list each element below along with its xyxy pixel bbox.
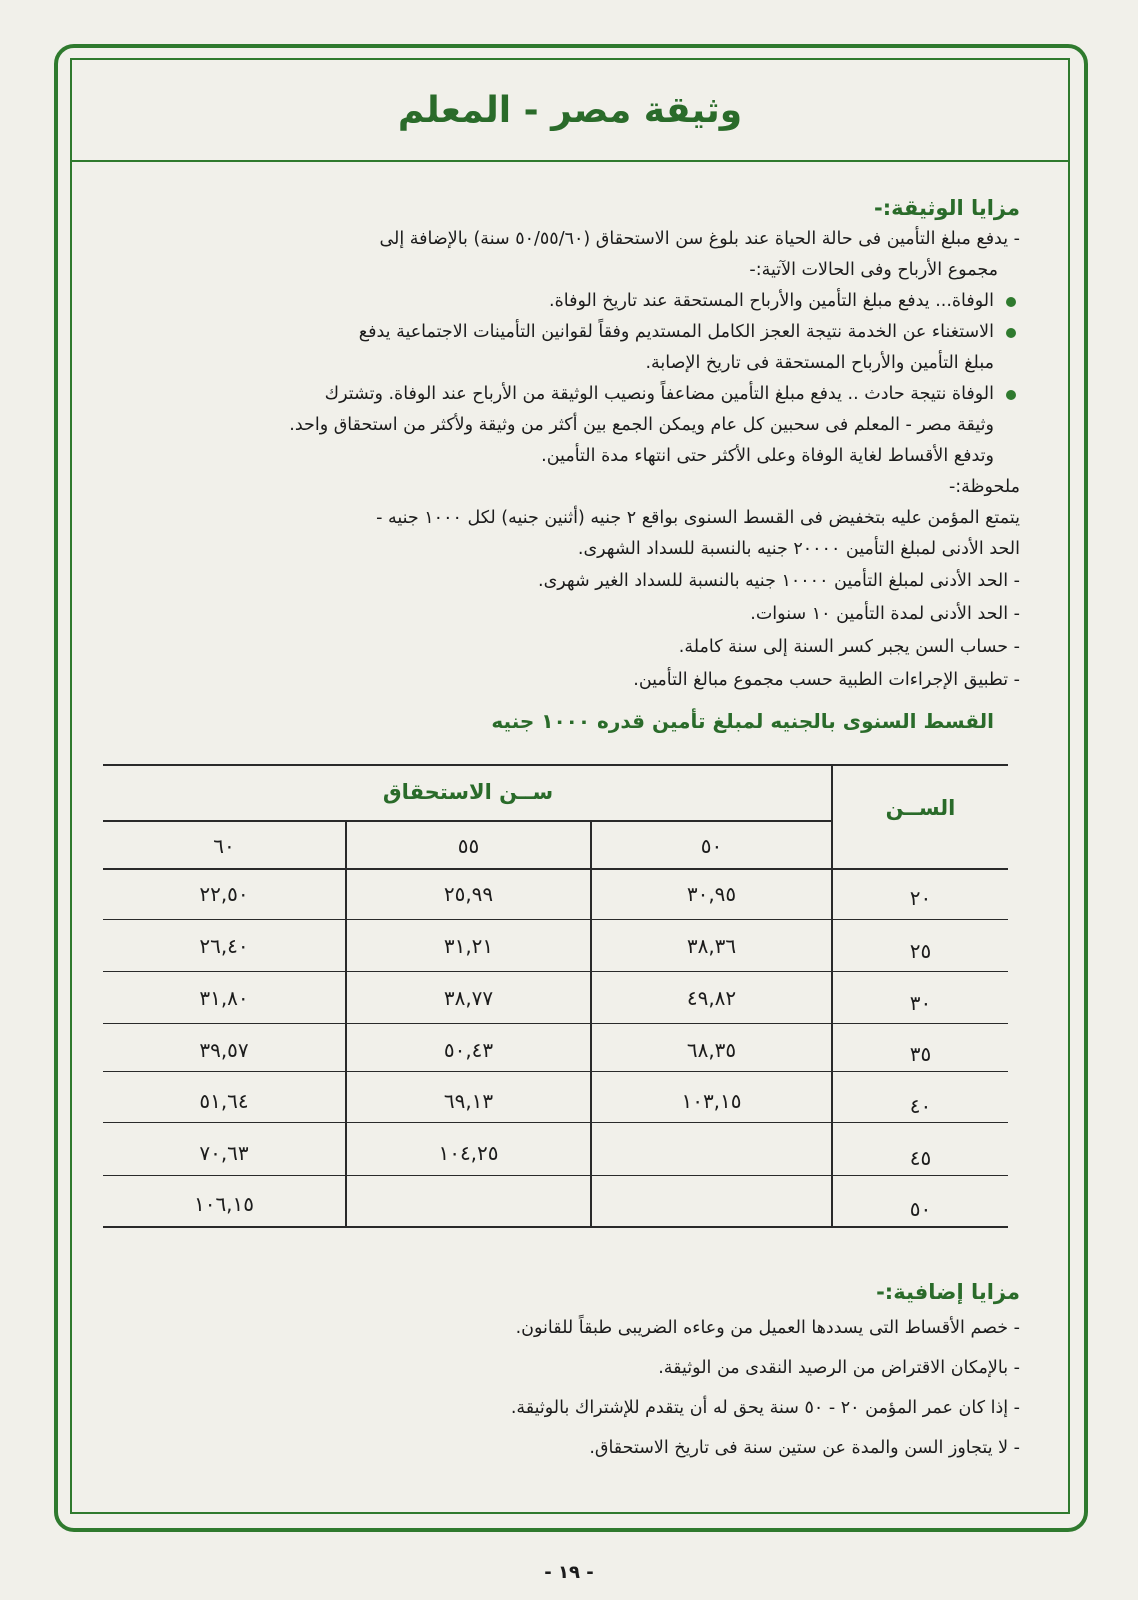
advantages-section: [110, 188, 1020, 749]
extra-advantage-item: - إذا كان عمر المؤمن ٢٠ - ٥٠ سنة يحق له أن يتقدم للإشتراك بالوثيقة.: [510, 1398, 1020, 1418]
bullet-line: مبلغ التأمين والأرباح المستحقة فى تاريخ الإصابة.: [645, 353, 994, 373]
table-header-bottom: [103, 868, 1008, 870]
extra-advantages-heading: مزايا إضافية:-: [876, 1280, 1020, 1304]
table-row-divider: [103, 1175, 1008, 1176]
advantages-intro-line1: - يدفع مبلغ التأمين فى حالة الحياة عند بلوغ سن الاستحقاق (٥٠/٥٥/٦٠ سنة) بالإضافة إلى: [379, 229, 1020, 249]
bullet-item: [110, 379, 1020, 472]
premium-cell: ٣٩,٥٧: [199, 1038, 249, 1062]
premium-cell: ٦٩,١٣: [443, 1089, 494, 1113]
advantages-intro-line2: مجموع الأرباح وفى الحالات الآتية:-: [749, 260, 998, 280]
premium-cell: ٣٠,٩٥: [686, 882, 737, 906]
premium-cell: ٢٦,٤٠: [199, 934, 249, 958]
premium-cell: ١٠٤,٢٥: [438, 1141, 499, 1165]
bullet-line: وثيقة مصر - المعلم فى سحبين كل عام ويمكن الجمع بين أكثر من وثيقة ولأكثر من استحقاق واحد.: [289, 415, 994, 435]
premium-cell: ٥١,٦٤: [199, 1089, 249, 1113]
table-row-divider: [103, 1071, 1008, 1072]
table-border-top: [103, 764, 1008, 766]
age-header: الســن: [885, 796, 956, 820]
notes-item: - تطبيق الإجراءات الطبية حسب مجموع مبالغ التأمين.: [633, 670, 1020, 690]
premium-table-title: القسط السنوى بالجنيه لمبلغ تأمين قدره ١٠٠٠ جنيه: [491, 709, 994, 733]
premium-cell: ٦٨,٣٥: [686, 1038, 737, 1062]
maturity-age-60: ٦٠: [213, 834, 235, 858]
row-age: ٣٠: [909, 991, 932, 1015]
bullet-line: الوفاة نتيجة حادث .. يدفع مبلغ التأمين مضاعفاً ونصيب الوثيقة من الأرباح عند الوفاة. وتشترك: [324, 384, 994, 404]
premium-cell: ٣٨,٣٦: [686, 934, 737, 958]
table-row-divider: [103, 919, 1008, 920]
row-age: ٤٥: [909, 1146, 932, 1170]
row-age: ٢٠: [909, 886, 932, 910]
maturity-age-55: ٥٥: [457, 834, 480, 858]
notes-line1: يتمتع المؤمن عليه بتخفيض فى القسط السنوى بواقع ٢ جنيه (أثنين جنيه) لكل ١٠٠٠ جنيه -: [376, 508, 1020, 528]
premium-cell: ١٠٦,١٥: [193, 1192, 255, 1216]
premium-cell: ٣٨,٧٧: [443, 986, 494, 1010]
extra-advantages-section: [110, 1272, 1020, 1468]
notes-label: ملحوظة:-: [948, 477, 1020, 497]
bullet-item: [110, 317, 1020, 379]
bullet-line: الوفاة... يدفع مبلغ التأمين والأرباح المستحقة عند تاريخ الوفاة.: [549, 291, 994, 311]
bullet-item: [110, 286, 1020, 317]
bullet-line: وتدفع الأقساط لغاية الوفاة وعلى الأكثر حتى انتهاء مدة التأمين.: [541, 446, 994, 466]
extra-advantage-item: - خصم الأقساط التى يسددها العميل من وعاءه الضريبى طبقاً للقانون.: [515, 1318, 1020, 1338]
extra-advantage-item: - لا يتجاوز السن والمدة عن ستين سنة فى تاريخ الاستحقاق.: [589, 1438, 1020, 1458]
notes-item: - حساب السن يجبر كسر السنة إلى سنة كاملة.: [678, 637, 1020, 657]
bullet-line: الاستغناء عن الخدمة نتيجة العجز الكامل المستديم وفقاً لقوانين التأمينات الاجتماعية يدفع: [358, 322, 994, 342]
notes-line2: الحد الأدنى لمبلغ التأمين ٢٠٠٠٠ جنيه بالنسبة للسداد الشهرى.: [577, 539, 1020, 559]
premium-cell: ٣١,٨٠: [199, 986, 249, 1010]
maturity-age-header: ســن الاستحقاق: [382, 780, 554, 804]
title-divider: [70, 160, 1070, 162]
maturity-age-50: ٥٠: [700, 834, 723, 858]
premium-cell: ٧٠,٦٣: [199, 1141, 249, 1165]
premium-cell: ١٠٣,١٥: [681, 1089, 742, 1113]
row-age: ٤٠: [909, 1094, 932, 1118]
premium-table: [103, 764, 1023, 1244]
notes-item: - الحد الأدنى لمبلغ التأمين ١٠٠٠٠ جنيه بالنسبة للسداد الغير شهرى.: [538, 571, 1020, 591]
premium-cell: ٥٠,٤٣: [443, 1038, 494, 1062]
bullet-dot-icon: [1006, 390, 1016, 400]
premium-cell: ٤٩,٨٢: [686, 986, 737, 1010]
table-row-divider: [103, 1122, 1008, 1123]
table-row-divider: [103, 971, 1008, 972]
row-age: ٢٥: [909, 939, 932, 963]
advantages-heading: مزايا الوثيقة:-: [873, 196, 1020, 220]
document-title: وثيقة مصر - المعلم: [397, 90, 743, 131]
notes-item: - الحد الأدنى لمدة التأمين ١٠ سنوات.: [750, 604, 1020, 624]
row-age: ٥٠: [909, 1197, 932, 1221]
bullet-dot-icon: [1006, 297, 1016, 307]
premium-cell: ٢٥,٩٩: [443, 882, 494, 906]
premium-cell: ٢٢,٥٠: [199, 882, 249, 906]
extra-advantage-item: - بالإمكان الاقتراض من الرصيد النقدى من الوثيقة.: [658, 1358, 1020, 1378]
table-row-divider: [103, 1023, 1008, 1024]
page-number: - ١٩ -: [544, 1562, 594, 1583]
table-header-divider: [103, 820, 833, 822]
bullet-dot-icon: [1006, 328, 1016, 338]
table-border-bottom: [103, 1226, 1008, 1228]
row-age: ٣٥: [909, 1042, 932, 1066]
premium-cell: ٣١,٢١: [443, 934, 494, 958]
